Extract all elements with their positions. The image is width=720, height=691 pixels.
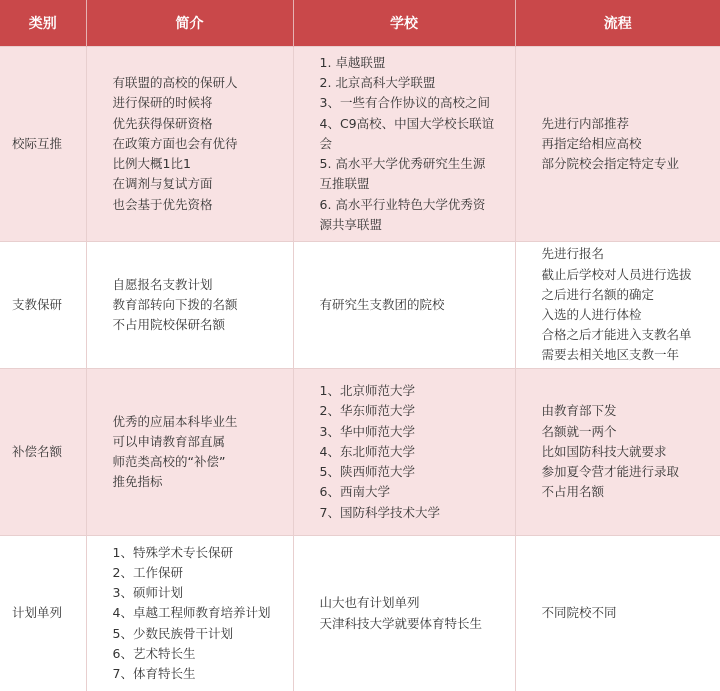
- category-label: 补偿名额: [12, 443, 63, 459]
- intro-line: 7、体育特长生: [112, 666, 196, 681]
- intro-cell: [86, 536, 293, 691]
- category-cell: [0, 47, 86, 242]
- intro-line: 6、艺术特长生: [112, 645, 196, 661]
- process-line: 名额就一两个: [541, 423, 617, 439]
- school-line: 6、西南大学: [319, 484, 390, 500]
- process-cell: [515, 47, 720, 242]
- process-line: 再指定给相应高校: [541, 135, 642, 151]
- process-cell: [515, 369, 720, 536]
- intro-line: 优先获得保研资格: [112, 115, 213, 131]
- process-line: 截止后学校对人员进行选拔: [541, 266, 692, 282]
- school-line: 4、C9高校、中国大学校长联谊: [319, 115, 495, 131]
- process-line: 需要去相关地区支教一年: [541, 347, 680, 363]
- table-row: [0, 242, 720, 369]
- school-line: 有研究生支教团的院校: [319, 296, 445, 312]
- school-line: 1. 卓越联盟: [319, 55, 386, 71]
- intro-line: 5、少数民族骨干计划: [112, 625, 233, 641]
- header-schools: 学校: [293, 0, 515, 47]
- schools-cell: [293, 369, 515, 536]
- school-line: 4、东北师范大学: [319, 443, 415, 459]
- school-line: 2、华东师范大学: [319, 403, 415, 419]
- intro-line: 推免指标: [112, 474, 163, 490]
- header-category: 类别: [0, 0, 86, 47]
- school-line: 3、华中师范大学: [319, 423, 415, 439]
- category-cell: [0, 536, 86, 691]
- process-cell: [515, 242, 720, 369]
- intro-line: 4、卓越工程师教育培养计划: [112, 605, 271, 621]
- category-cell: [0, 242, 86, 369]
- school-line: 山大也有计划单列: [319, 595, 420, 611]
- process-line: 由教育部下发: [541, 403, 617, 419]
- header-row: [0, 0, 720, 47]
- intro-line: 有联盟的高校的保研人: [112, 75, 238, 91]
- school-line: 1、北京师范大学: [319, 383, 415, 399]
- process-line: 不占用名额: [541, 484, 605, 500]
- school-line: 2. 北京高科大学联盟: [319, 75, 436, 91]
- intro-line: 3、硕师计划: [112, 585, 183, 601]
- intro-line: 也会基于优先资格: [112, 196, 213, 212]
- intro-line: 优秀的应届本科毕业生: [112, 413, 238, 429]
- school-line: 互推联盟: [319, 176, 370, 192]
- category-cell: [0, 369, 86, 536]
- schools-cell: [293, 242, 515, 369]
- process-cell: [515, 536, 720, 691]
- process-line: 先进行内部推荐: [541, 115, 630, 131]
- table-row: [0, 369, 720, 536]
- school-line: 5. 高水平大学优秀研究生生源: [319, 156, 486, 172]
- intro-line: 在调剂与复试方面: [112, 176, 213, 192]
- intro-line: 在政策方面也会有优待: [112, 135, 238, 151]
- intro-line: 2、工作保研: [112, 564, 183, 580]
- table-row: [0, 47, 720, 242]
- intro-line: 1、特殊学术专长保研: [112, 544, 233, 560]
- school-line: 6. 高水平行业特色大学优秀资: [319, 196, 486, 212]
- intro-line: 自愿报名支教计划: [112, 276, 213, 292]
- intro-line: 教育部转向下拨的名额: [112, 296, 238, 312]
- table-row: [0, 536, 720, 691]
- intro-line: 不占用院校保研名额: [112, 317, 226, 333]
- school-line: 5、陕西师范大学: [319, 464, 415, 480]
- process-line: 合格之后才能进入支教名单: [541, 327, 692, 343]
- process-line: 参加夏令营才能进行录取: [541, 464, 680, 480]
- process-line: 之后进行名额的确定: [541, 286, 655, 302]
- school-line: 7、国防科学技术大学: [319, 504, 440, 520]
- intro-line: 师范类高校的“补偿”: [112, 454, 226, 469]
- intro-cell: [86, 242, 293, 369]
- category-label: 计划单列: [12, 605, 63, 621]
- intro-cell: [86, 369, 293, 536]
- intro-cell: [86, 47, 293, 242]
- school-line: 源共享联盟: [319, 216, 383, 232]
- schools-cell: [293, 47, 515, 242]
- process-line: 比如国防科技大就要求: [541, 443, 667, 459]
- intro-line: 比例大概1比1: [112, 156, 191, 172]
- category-label: 支教保研: [12, 296, 63, 312]
- process-line: 入选的人进行体检: [541, 307, 642, 322]
- intro-line: 进行保研的时候将: [112, 95, 213, 111]
- process-line: 不同院校不同: [541, 605, 617, 621]
- header-process: 流程: [515, 0, 720, 47]
- process-line: 部分院校会指定特定专业: [541, 156, 680, 172]
- intro-line: 可以申请教育部直属: [112, 433, 226, 449]
- process-line: 先进行报名: [541, 246, 605, 262]
- school-line: 会: [319, 135, 333, 151]
- school-line: 天津科技大学就要体育特长生: [319, 615, 483, 631]
- schools-cell: [293, 536, 515, 691]
- header-intro: 简介: [86, 0, 293, 47]
- school-line: 3、一些有合作协议的高校之间: [319, 95, 490, 111]
- category-label: 校际互推: [12, 135, 63, 151]
